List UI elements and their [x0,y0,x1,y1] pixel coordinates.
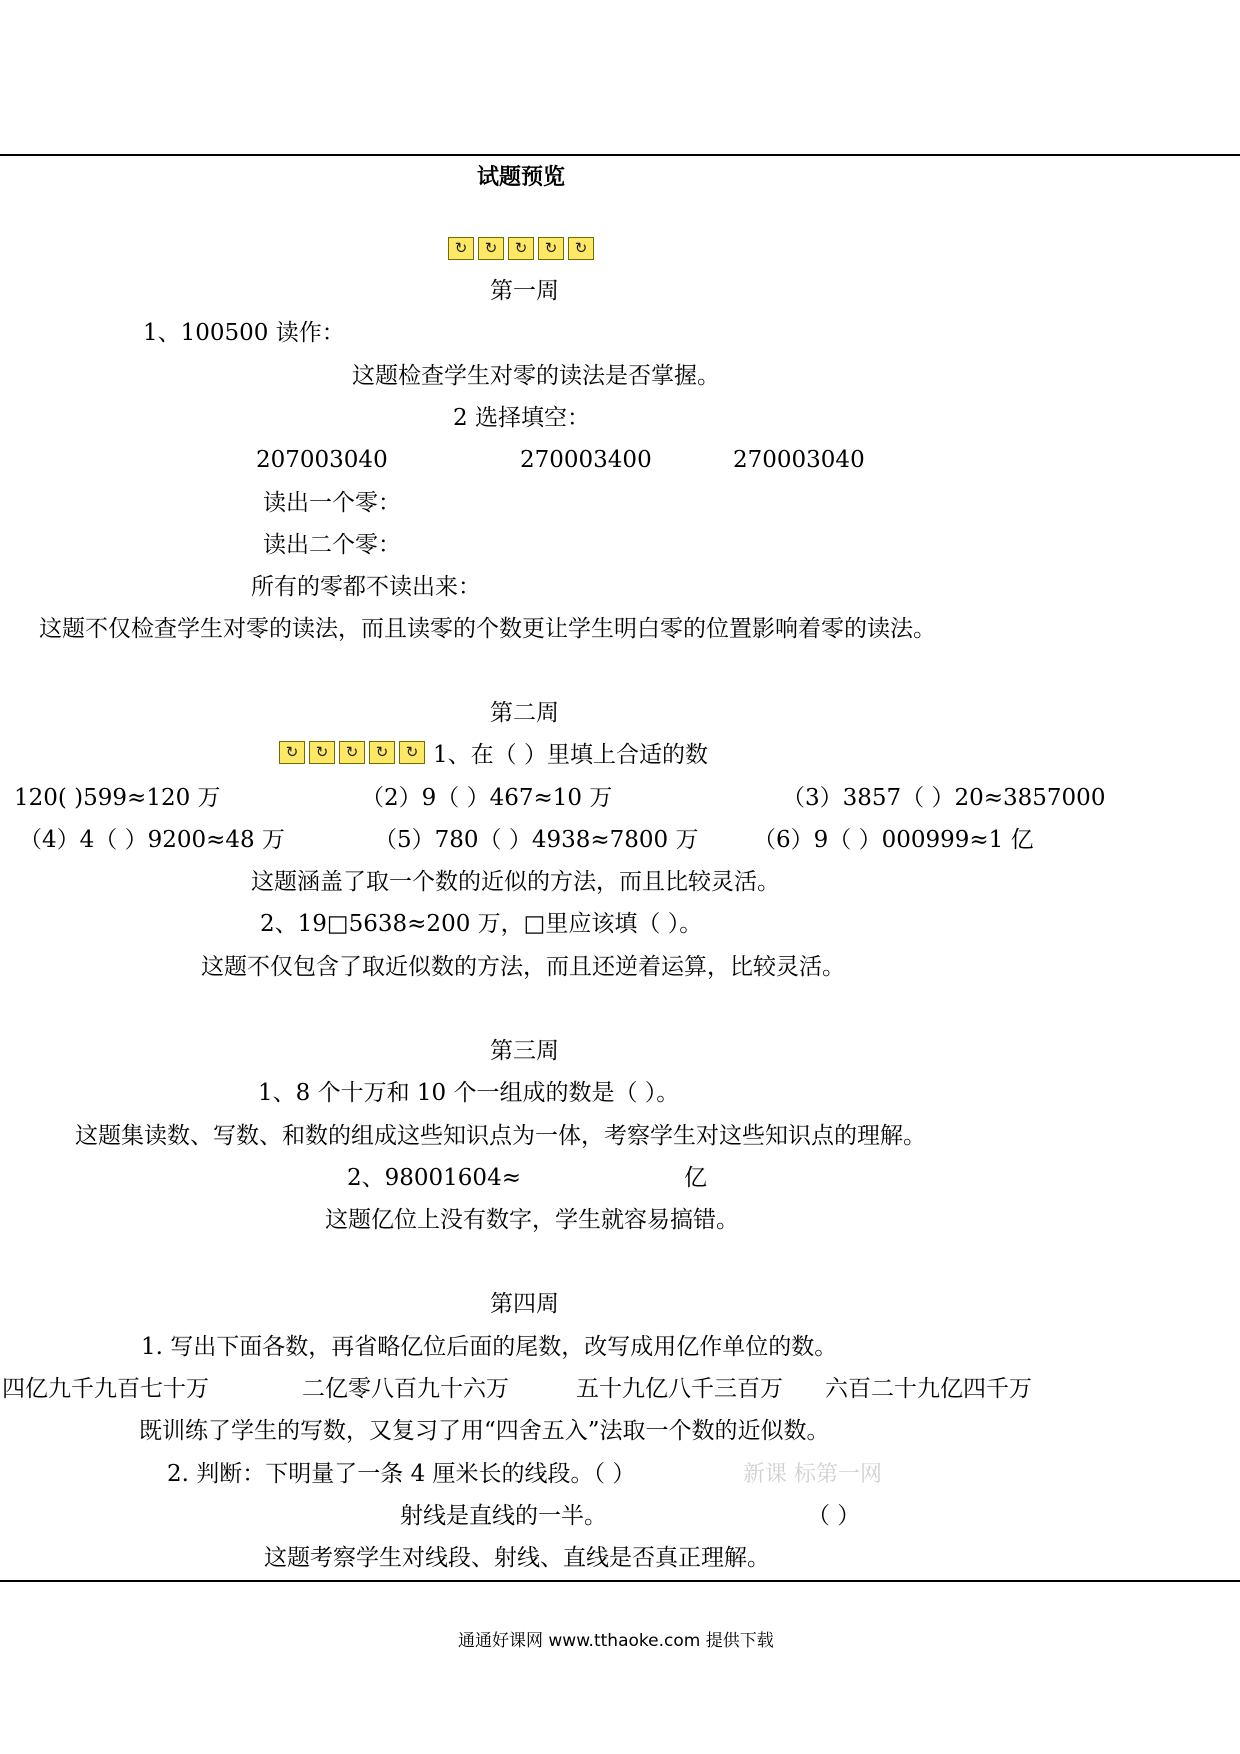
week2-heading: 第二周 [490,700,559,726]
week4-q2-answer-blank: （ ） [807,1503,861,1529]
week4-q1-item-1: 四亿九千九百七十万 [2,1376,209,1402]
week3-heading: 第三周 [490,1038,559,1064]
week3-q1: 1、8 个十万和 10 个一组成的数是（ ）。 [258,1080,680,1106]
week3-q2-note: 这题亿位上没有数字，学生就容易搞错。 [325,1207,739,1233]
week1-q2-number-1: 207003040 [256,447,388,473]
icon-strip-week2 [279,741,425,764]
refresh-icon: ↻ [309,741,335,764]
week1-q2-number-2: 270003400 [520,447,652,473]
week4-q2: 2. 判断：下明量了一条 4 厘米长的线段。（ ） [167,1461,636,1487]
week3-q2: 2、98001604≈ [347,1165,521,1191]
refresh-icon: ↻ [568,237,594,260]
week2-q2-note: 这题不仅包含了取近似数的方法，而且还逆着运算，比较灵活。 [201,954,845,980]
week2-q1-item-2: （2）9（ ）467≈10 万 [361,785,613,811]
week3-q1-note: 这题集读数、写数、和数的组成这些知识点为一体，考察学生对这些知识点的理解。 [75,1123,926,1149]
refresh-icon: ↻ [279,741,305,764]
page-title: 试题预览 [477,165,566,190]
watermark: 新课 标第一网 [743,1462,882,1487]
week2-q1-item-3: （3）3857（ ）20≈3857000 [782,785,1106,811]
week2-q1-item-4: （4）4（ ）9200≈48 万 [19,827,285,853]
week2-q2: 2、19□5638≈200 万，□里应该填（ ）。 [260,911,703,937]
week4-heading: 第四周 [490,1291,559,1317]
week3-q2-unit: 亿 [684,1165,707,1191]
week1-heading: 第一周 [490,278,559,304]
footer-text: 通通好课网 www.tthaoke.com 提供下载 [458,1631,774,1651]
week1-q2-blank-3: 所有的零都不读出来： [251,574,481,600]
week4-q1: 1. 写出下面各数，再省略亿位后面的尾数，改写成用亿作单位的数。 [141,1334,838,1360]
top-rule [0,154,1240,156]
week4-q1-item-2: 二亿零八百九十六万 [302,1376,509,1402]
week1-q1: 1、100500 读作： [143,320,345,346]
week4-q1-note: 既训练了学生的写数，又复习了用“四舍五入”法取一个数的近似数。 [139,1418,830,1444]
refresh-icon: ↻ [448,237,474,260]
week1-q1-note: 这题检查学生对零的读法是否掌握。 [352,363,720,389]
refresh-icon: ↻ [399,741,425,764]
week1-q2-note: 这题不仅检查学生对零的读法，而且读零的个数更让学生明白零的位置影响着零的读法。 [39,616,936,642]
week1-q2-number-3: 270003040 [733,447,865,473]
week1-q2-blank-1: 读出一个零： [263,490,401,516]
icon-strip-week1 [448,237,594,260]
week2-q1: 1、在（ ）里填上合适的数 [433,742,708,768]
refresh-icon: ↻ [339,741,365,764]
refresh-icon: ↻ [369,741,395,764]
week4-q2-statement: 射线是直线的一半。 [400,1503,607,1529]
week4-q2-note: 这题考察学生对线段、射线、直线是否真正理解。 [264,1545,770,1571]
week2-q1-note: 这题涵盖了取一个数的近似的方法，而且比较灵活。 [251,869,780,895]
week4-q1-item-4: 六百二十九亿四千万 [825,1376,1032,1402]
week2-q1-item-6: （6）9（ ）000999≈1 亿 [753,827,1034,853]
week1-q2-blank-2: 读出二个零： [263,532,401,558]
refresh-icon: ↻ [508,237,534,260]
week1-q2: 2 选择填空： [453,405,590,431]
week2-q1-item-5: （5）780（ ）4938≈7800 万 [374,827,699,853]
week2-q1-item-1: 120( )599≈120 万 [14,785,221,811]
refresh-icon: ↻ [538,237,564,260]
refresh-icon: ↻ [478,237,504,260]
bottom-rule [0,1580,1240,1582]
week4-q1-item-3: 五十九亿八千三百万 [576,1376,783,1402]
